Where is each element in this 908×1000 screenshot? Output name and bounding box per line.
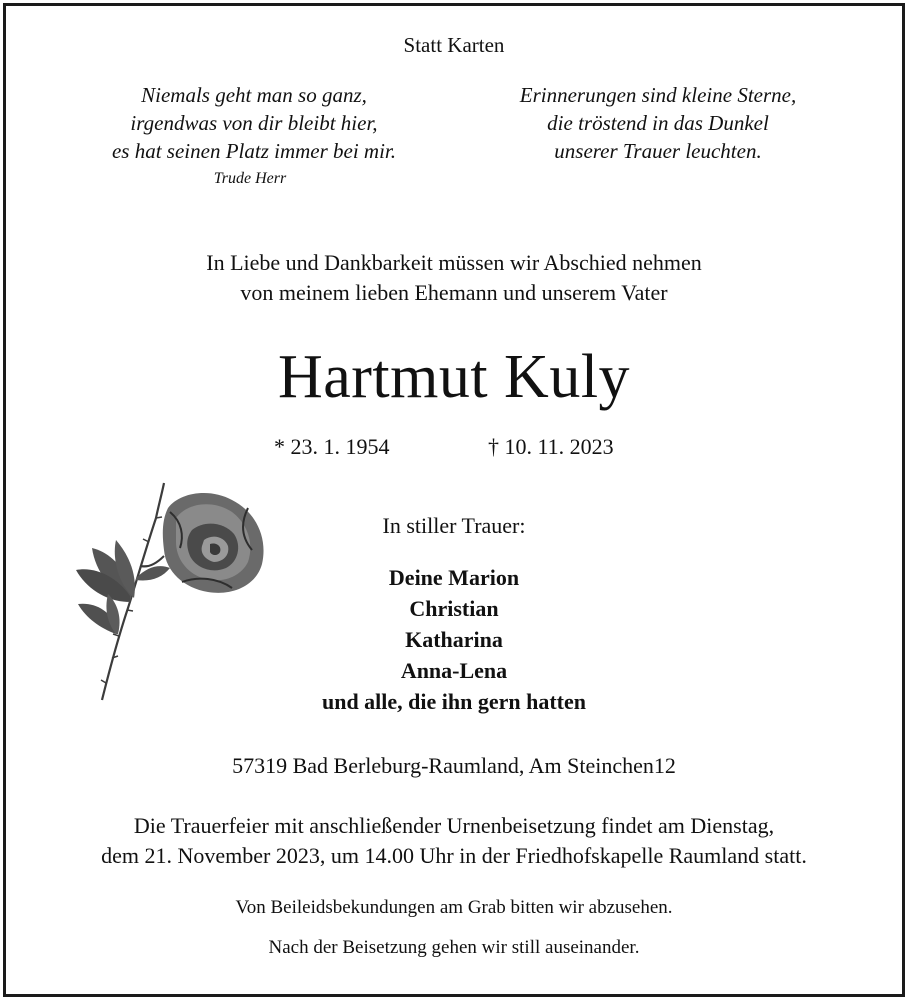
poem-right [454,81,862,165]
poem-right-line: unserer Trauer leuchten. [554,139,762,163]
intro-line: von meinem lieben Ehemann und unserem Vater [240,280,668,305]
poem-left-line: es hat seinen Platz immer bei mir. [111,139,397,163]
after-burial-note: Nach der Beisetzung gehen wir still auseinander. [268,937,640,958]
family-member: und alle, die ihn gern hatten [321,689,587,714]
poem-left-line: irgendwas von dir bleibt hier, [130,111,378,135]
poem-right-line: Erinnerungen sind kleine Sterne, [519,83,797,107]
service-line: Die Trauerfeier mit anschließender Urnenbeisetzung findet am Dienstag, [133,813,775,838]
poem-author: Trude Herr [213,170,287,187]
family-member: Deine Marion [388,565,520,590]
service-line: dem 21. November 2023, um 14.00 Uhr in der Friedhofskapelle Raumland statt. [101,843,807,868]
service-info [0,811,908,871]
condolence-note: Von Beileidsbekundungen am Grab bitten wir abzusehen. [235,897,673,918]
death-date: † 10. 11. 2023 [488,434,614,459]
birth-date: * 23. 1. 1954 [274,434,390,459]
header-text: Statt Karten [403,33,505,57]
poem-left-line: Niemals geht man so ganz, [141,83,367,107]
poem-right-line: die tröstend in das Dunkel [547,111,769,135]
address-text: 57319 Bad Berleburg-Raumland, Am Steinchen12 [232,753,676,778]
intro-line: In Liebe und Dankbarkeit müssen wir Abschied nehmen [206,250,702,275]
poem-left [50,81,458,165]
family-list [0,562,908,717]
intro-text [0,248,908,308]
deceased-name: Hartmut Kuly [277,343,631,411]
mourning-label: In stiller Trauer: [382,513,526,538]
family-member: Anna-Lena [400,658,508,683]
family-member: Christian [409,596,499,621]
family-member: Katharina [405,627,503,652]
